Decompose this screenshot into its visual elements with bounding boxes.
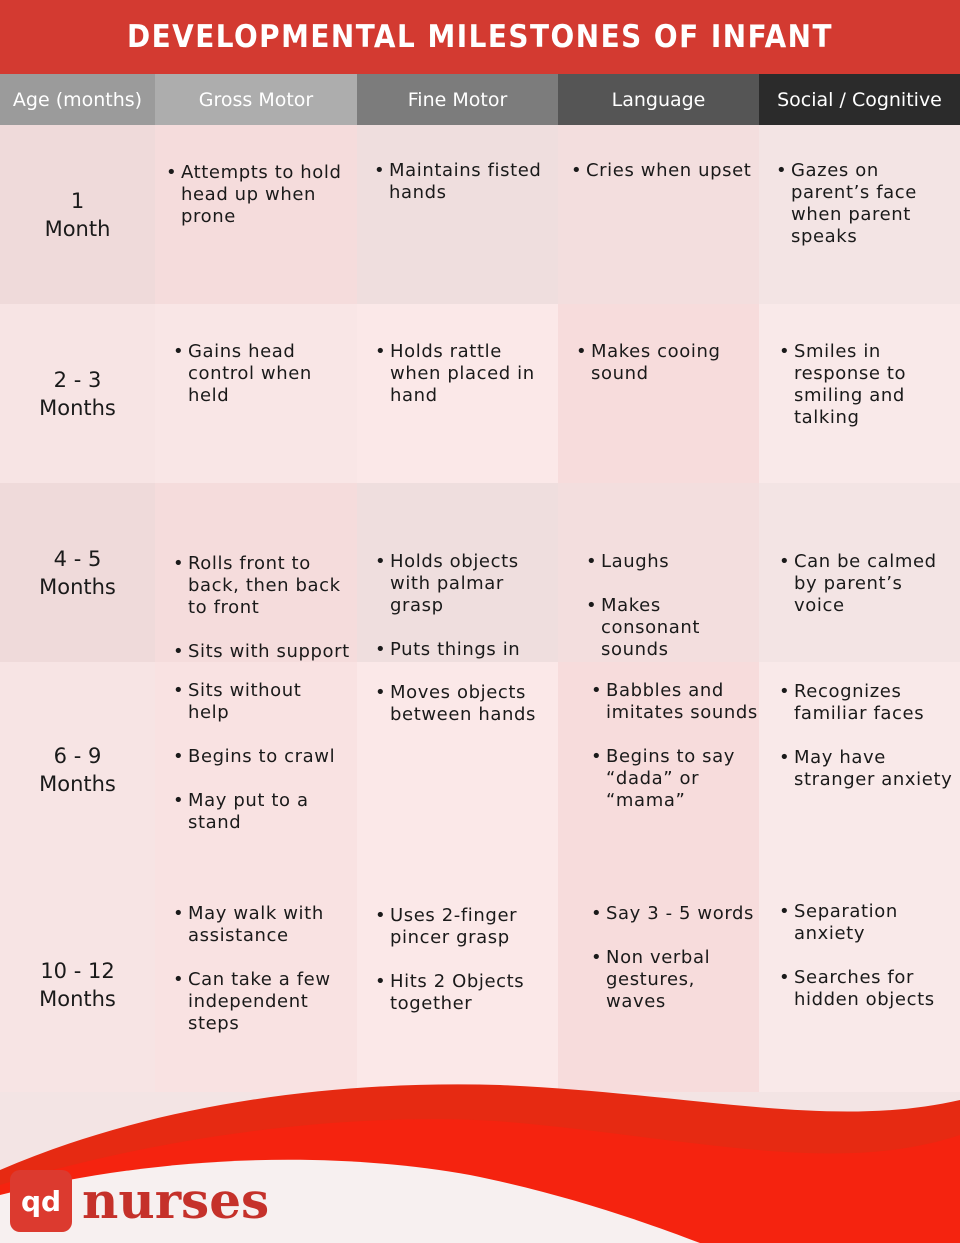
table-row (0, 877, 960, 1092)
logo-wordmark: nurses (82, 1171, 270, 1230)
table-row (0, 304, 960, 483)
milestone-list (779, 341, 906, 451)
age-range: 1 (70, 188, 85, 213)
header-social-cognitive: Social / Cognitive (759, 74, 960, 125)
milestone-item: • Say 3 - 5 words (591, 903, 759, 925)
milestone-list (779, 901, 935, 1033)
social-cell (759, 125, 960, 304)
age-cell (0, 483, 155, 662)
table-header (0, 74, 960, 125)
fine-cell (357, 304, 558, 483)
milestone-item: • Holds objects with palmar grasp (375, 551, 520, 617)
milestone-item: • Cries when upset (571, 160, 751, 182)
age-range: 10 - 12 (40, 958, 115, 983)
header-language: Language (558, 74, 759, 125)
page-title: DEVELOPMENTAL MILESTONES OF INFANT (126, 19, 834, 55)
milestone-item: • Recognizes familiar faces (779, 681, 952, 725)
age-range: 4 - 5 (53, 546, 102, 571)
milestone-item: • Begins to say “dada” or “mama” (591, 746, 758, 812)
age-unit: Months (39, 986, 116, 1011)
language-cell (558, 483, 759, 662)
header-fine-motor: Fine Motor (357, 74, 558, 125)
milestone-list (173, 903, 331, 1057)
age-unit: Months (39, 771, 116, 796)
gross-cell (155, 125, 357, 304)
milestone-list (375, 341, 535, 429)
table-row (0, 662, 960, 877)
age-range: 2 - 3 (53, 367, 102, 392)
milestone-item: • Separation anxiety (779, 901, 935, 945)
qdnurses-logo (10, 1170, 269, 1232)
fine-cell (357, 662, 558, 877)
age-unit: Months (39, 395, 116, 420)
logo-mark: qd (10, 1170, 72, 1232)
milestone-item: • Moves objects between hands (375, 682, 536, 726)
milestone-item: • Begins to crawl (173, 746, 335, 768)
age-cell (0, 125, 155, 304)
social-cell (759, 877, 960, 1092)
milestone-item: • May put to a stand (173, 790, 335, 834)
milestone-item: • Holds rattle when placed in hand (375, 341, 535, 407)
language-cell (558, 125, 759, 304)
milestone-item: • Babbles and imitates sounds (591, 680, 758, 724)
header-age: Age (months) (0, 74, 155, 125)
social-cell (759, 304, 960, 483)
milestone-list (173, 341, 312, 429)
milestone-list (779, 551, 937, 639)
gross-cell (155, 483, 357, 662)
milestone-item: • Can take a few independent steps (173, 969, 331, 1035)
milestone-item: • Gains head control when held (173, 341, 312, 407)
milestone-item: • May walk with assistance (173, 903, 331, 947)
milestone-list (779, 681, 952, 813)
milestone-list (571, 160, 751, 204)
milestone-list (166, 162, 342, 250)
milestone-list (375, 682, 536, 748)
header-gross-motor: Gross Motor (155, 74, 357, 125)
social-cell (759, 662, 960, 877)
gross-cell (155, 662, 357, 877)
milestone-item: • Can be calmed by parent’s voice (779, 551, 937, 617)
title-banner (0, 0, 960, 74)
milestone-item: • Non verbal gestures, waves (591, 947, 759, 1013)
milestone-item: • Smiles in response to smiling and talking (779, 341, 906, 429)
fine-cell (357, 483, 558, 662)
age-cell (0, 662, 155, 877)
fine-cell (357, 125, 558, 304)
milestone-item: • Searches for hidden objects (779, 967, 935, 1011)
language-cell (558, 304, 759, 483)
milestone-list (591, 680, 758, 834)
gross-cell (155, 877, 357, 1092)
milestone-list (591, 903, 759, 1035)
milestone-item: • Gazes on parent’s face when parent speaks (776, 160, 917, 248)
milestones-table (0, 125, 960, 1092)
milestone-item: • Attempts to hold head up when prone (166, 162, 342, 228)
table-row (0, 125, 960, 304)
gross-cell (155, 304, 357, 483)
milestone-item: • May have stranger anxiety (779, 747, 952, 791)
language-cell (558, 877, 759, 1092)
age-unit: Months (39, 574, 116, 599)
milestone-item: • Rolls front to back, then back to front (173, 553, 350, 619)
milestone-list (576, 341, 720, 407)
milestone-item: • Sits without help (173, 680, 335, 724)
milestone-list (776, 160, 917, 270)
milestone-item: • Hits 2 Objects together (375, 971, 524, 1015)
milestone-list (375, 905, 524, 1037)
age-cell (0, 877, 155, 1092)
milestone-item: • Makes consonant sounds (586, 595, 700, 661)
milestone-item: • Laughs (586, 551, 700, 573)
age-range: 6 - 9 (53, 743, 102, 768)
age-cell (0, 304, 155, 483)
milestone-item: • Sits with support (173, 641, 350, 663)
milestone-item: • Maintains fisted hands (374, 160, 541, 204)
milestone-item: • Uses 2-finger pincer grasp (375, 905, 524, 949)
milestone-item: • Makes cooing sound (576, 341, 720, 385)
social-cell (759, 483, 960, 662)
table-row (0, 483, 960, 662)
milestone-item: • Puts things in (375, 639, 520, 683)
milestone-list (173, 680, 335, 856)
age-unit: Month (44, 216, 111, 241)
fine-cell (357, 877, 558, 1092)
milestone-list (374, 160, 541, 226)
language-cell (558, 662, 759, 877)
